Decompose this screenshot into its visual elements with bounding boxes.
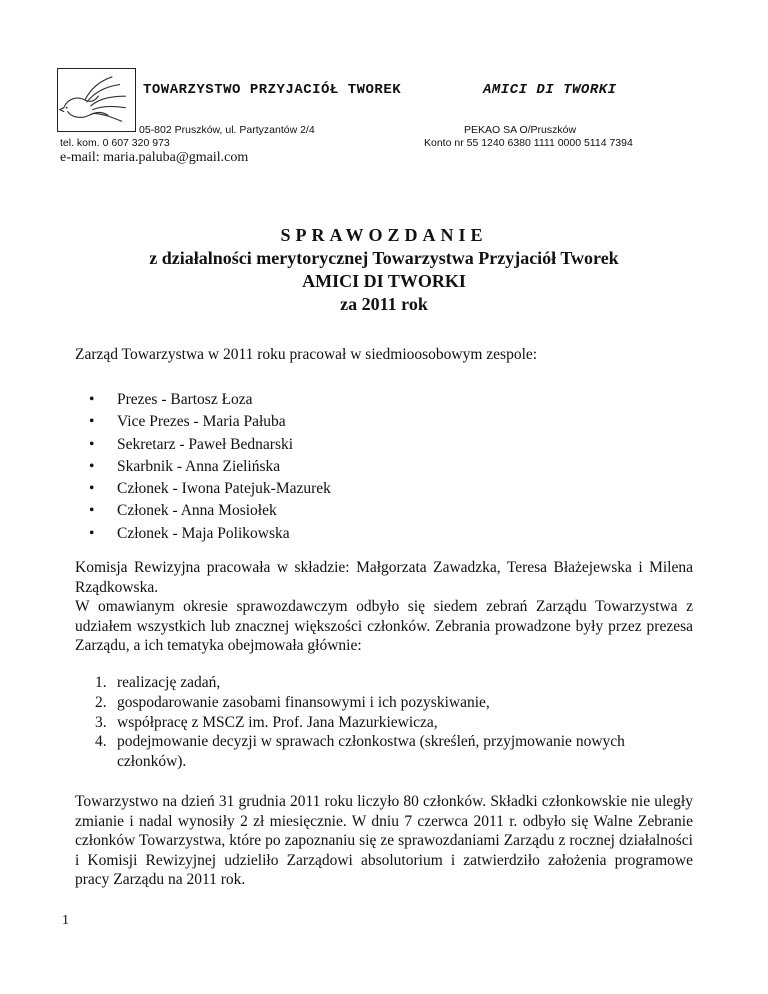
list-item: • Członek - Anna Mosiołek <box>75 500 331 522</box>
report-title <box>0 224 768 316</box>
phone: tel. kom. 0 607 320 973 <box>60 137 170 149</box>
list-item: • Vice Prezes - Maria Pałuba <box>75 411 331 433</box>
tasks-list <box>75 673 693 772</box>
page-number: 1 <box>62 913 69 928</box>
bank-name: PEKAO SA O/Pruszków <box>464 124 577 136</box>
list-item: 1. realizację zadań, <box>95 674 221 691</box>
list-item: 4. podejmowanie decyzji w sprawach członkostwa (skreśleń, przyjmowanie nowych członków). <box>95 733 625 771</box>
title-line-3: AMICI DI TWORKI <box>302 271 466 291</box>
intro-paragraph: Zarząd Towarzystwa w 2011 roku pracował w siedmioosobowym zespole: <box>75 346 538 363</box>
list-item: • Członek - Iwona Patejuk-Mazurek <box>75 478 331 500</box>
list-item: • Członek - Maja Polikowska <box>75 523 331 545</box>
list-item: 3. współpracę z MSCZ im. Prof. Jana Mazurkiewicza, <box>95 713 438 731</box>
komisja-section <box>75 558 693 656</box>
list-item: • Skarbnik - Anna Zielińska <box>75 456 331 478</box>
title-line-4: za 2011 rok <box>340 294 428 314</box>
title-line-1: SPRAWOZDANIE <box>280 225 488 245</box>
final-paragraph: Towarzystwo na dzień 31 grudnia 2011 roku liczyło 80 członków. Składki członkowskie nie uległy zmianie i nadal wynosiły 2 zł miesięcznie. W dniu 7 czerwca 2011 r. odbyło się Walne Zebranie członków Towarzystwa, które po zapoznaniu się ze sprawozdaniami Zarządu z rocznej działalności i Komisji Rewizyjnej udzieliło Zarządowi absolutorium i zatwierdziło założenia programowe pracy Zarządu na 2011 rok. <box>75 793 693 889</box>
email: e-mail: maria.paluba@gmail.com <box>60 150 249 165</box>
logo-dove <box>57 68 136 132</box>
list-item: 2. gospodarowanie zasobami finansowymi i ich pozyskiwanie, <box>95 693 490 711</box>
address: 05-802 Pruszków, ul. Partyzantów 2/4 <box>139 124 315 136</box>
bank-account: Konto nr 55 1240 6380 1111 0000 5114 7394 <box>424 137 633 149</box>
dove-icon <box>58 69 135 131</box>
title-line-2: z działalności merytorycznej Towarzystwa Przyjaciół Tworek <box>149 248 619 268</box>
komisja-paragraph: Komisja Rewizyjna pracowała w składzie: Małgorzata Zawadzka, Teresa Błażejewska i Milena Rządkowska. <box>75 559 693 596</box>
list-item: • Prezes - Bartosz Łoza <box>75 389 331 411</box>
members-list <box>75 389 331 545</box>
meetings-paragraph: W omawianym okresie sprawozdawczym odbyło się siedem zebrań Zarządu Towarzystwa z udziałem wszystkich lub znacznej większości członków. Zebrania prowadzone były przez prezesa Zarządu, a ich tematyka obejmowała głównie: <box>75 598 693 655</box>
organization-name: TOWARZYSTWO PRZYJACIÓŁ TWOREK <box>143 82 402 98</box>
organization-name-italic: AMICI DI TWORKI <box>483 82 617 98</box>
list-item: • Sekretarz - Paweł Bednarski <box>75 434 331 456</box>
